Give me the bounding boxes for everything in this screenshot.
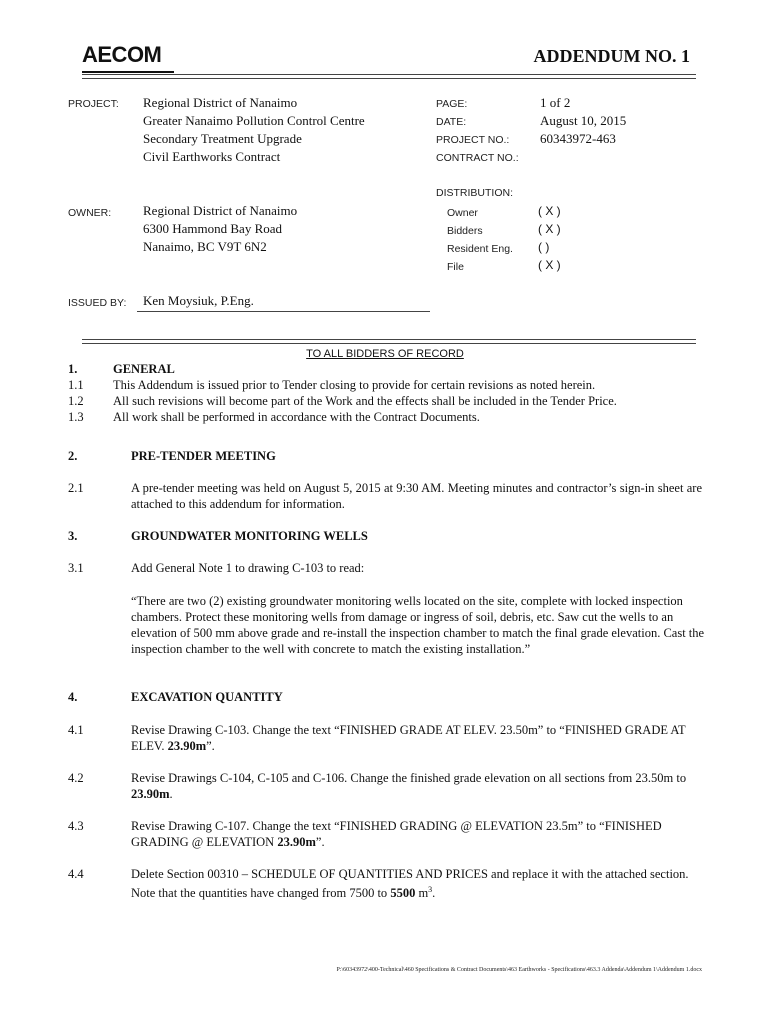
item-4-4-bold-value: 5500 xyxy=(390,886,416,901)
owner-label: OWNER: xyxy=(68,207,112,219)
item-2-1-number: 2.1 xyxy=(68,481,84,495)
item-4-1-bold-value: 23.90m xyxy=(167,739,207,753)
item-3-1-text: Add General Note 1 to drawing C-103 to read: xyxy=(131,561,365,575)
item-1-1-text: This Addendum is issued prior to Tender closing to provide for certain revisions as noted herein. xyxy=(113,378,596,392)
page-label: PAGE: xyxy=(436,98,468,110)
contract-no-label: CONTRACT NO.: xyxy=(436,152,519,164)
item-1-3-number: 1.3 xyxy=(68,410,84,424)
section-2-number: 2. xyxy=(68,449,78,463)
item-4-1-number: 4.1 xyxy=(68,723,84,737)
footer-file-path: P:\60343972\400-Technical\460 Specifications & Contract Documents\463 Earthworks - Specifications\463.3 Addenda\Addendum 1\Addendum 1.docx xyxy=(336,967,702,973)
item-4-3-bold-value: 23.90m xyxy=(277,835,316,849)
owner-line-2: 6300 Hammond Bay Road xyxy=(143,221,283,236)
section-1-title: GENERAL xyxy=(113,362,175,376)
page-value: 1 of 2 xyxy=(540,95,571,110)
project-line-2: Greater Nanaimo Pollution Control Centre xyxy=(143,113,365,128)
item-4-3-text: Revise Drawing C-107. Change the text “FINISHED GRADING @ ELEVATION 23.5m” to “FINISHED GRADING @ ELEVATION 23.90m”. xyxy=(131,819,662,849)
item-4-1-text: Revise Drawing C-103. Change the text “FINISHED GRADE AT ELEV. 23.50m” to “FINISHED GRADE AT ELEV. 23.90m”. xyxy=(131,723,686,753)
project-line-1: Regional District of Nanaimo xyxy=(143,95,298,110)
item-2-1-text: A pre-tender meeting was held on August 5, 2015 at 9:30 AM. Meeting minutes and contractor’s sign-in sheet are attached to this addendum for information. xyxy=(131,481,702,511)
logo-underline xyxy=(82,71,174,73)
section-4-title: EXCAVATION QUANTITY xyxy=(131,690,283,704)
issued-by-value: Ken Moysiuk, P.Eng. xyxy=(143,293,254,308)
item-4-2-bold-value: 23.90m xyxy=(131,787,170,801)
item-4-2-text: Revise Drawings C-104, C-105 and C-106. Change the finished grade elevation on all sections from 23.50m to 23.90m. xyxy=(131,771,687,801)
project-no-label: PROJECT NO.: xyxy=(436,134,510,146)
item-1-2-text: All such revisions will become part of the Work and the effects shall be included in the Tender Price. xyxy=(113,394,617,408)
date-value: August 10, 2015 xyxy=(540,113,627,128)
item-3-1-number: 3.1 xyxy=(68,561,84,575)
distribution-resident-mark: ( ) xyxy=(538,240,550,254)
item-1-1-number: 1.1 xyxy=(68,378,84,392)
distribution-bidders-mark: ( X ) xyxy=(538,222,561,236)
distribution-file-name: File xyxy=(447,261,464,273)
item-4-2-number: 4.2 xyxy=(68,771,84,785)
section-3-title: GROUNDWATER MONITORING WELLS xyxy=(131,529,368,543)
distribution-owner-name: Owner xyxy=(447,207,478,219)
to-all-bidders: TO ALL BIDDERS OF RECORD xyxy=(306,348,464,360)
section-4-number: 4. xyxy=(68,690,78,704)
project-line-3: Secondary Treatment Upgrade xyxy=(143,131,302,146)
distribution-bidders-name: Bidders xyxy=(447,225,483,237)
item-1-3-text: All work shall be performed in accordance with the Contract Documents. xyxy=(113,410,480,424)
issued-by-label: ISSUED BY: xyxy=(68,297,127,309)
item-1-2-number: 1.2 xyxy=(68,394,84,408)
section-3-number: 3. xyxy=(68,529,78,543)
distribution-label: DISTRIBUTION: xyxy=(436,187,514,199)
project-label: PROJECT: xyxy=(68,98,119,110)
addendum-title: ADDENDUM NO. 1 xyxy=(533,46,690,66)
item-4-4-text: Delete Section 00310 – SCHEDULE OF QUANTITIES AND PRICES and replace it with the attached section. Note that the quantities have changed from 7500 to 5500 $m^3$. xyxy=(131,867,689,901)
distribution-file-mark: ( X ) xyxy=(538,258,561,272)
item-4-4-number: 4.4 xyxy=(68,867,84,881)
issued-by-underline xyxy=(137,311,430,312)
distribution-owner-mark: ( X ) xyxy=(538,204,561,218)
project-line-4: Civil Earthworks Contract xyxy=(143,149,281,164)
general-note-quote: “There are two (2) existing groundwater monitoring wells located on the site, complete with locked inspection chambers. Protect these monitoring wells from damage or ingress of soil, debris, etc. Saw cut the wells to an elevation of 500 mm above grade and re-install the inspection chamber to match the final grade elevation. Cast the inspection chamber to the well with concrete to match the existing installation.” xyxy=(131,594,705,656)
owner-line-1: Regional District of Nanaimo xyxy=(143,203,298,218)
distribution-resident-name: Resident Eng. xyxy=(447,243,513,255)
header-rule xyxy=(82,74,696,79)
section-2-title: PRE-TENDER MEETING xyxy=(131,449,276,463)
owner-line-3: Nanaimo, BC V9T 6N2 xyxy=(143,239,267,254)
project-no-value: 60343972-463 xyxy=(540,131,616,146)
date-label: DATE: xyxy=(436,116,467,128)
info-rule xyxy=(82,339,696,344)
section-1-number: 1. xyxy=(68,362,78,376)
aecom-logo: AECOM xyxy=(82,42,162,67)
item-4-3-number: 4.3 xyxy=(68,819,84,833)
